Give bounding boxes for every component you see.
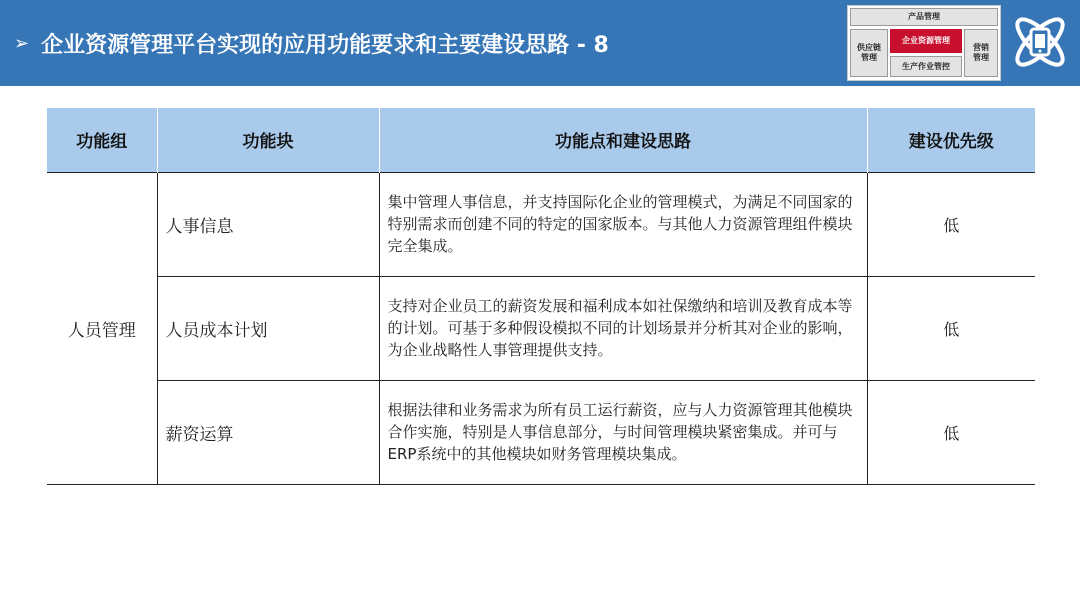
module-product: 产品管理 xyxy=(850,8,998,26)
table-row xyxy=(47,380,1035,484)
function-group-cell: 人员管理 xyxy=(47,172,157,484)
atom-phone-icon xyxy=(1006,8,1074,76)
header-bar xyxy=(0,0,1080,86)
priority-cell: 低 xyxy=(867,276,1035,380)
header-function-points: 功能点和建设思路 xyxy=(379,108,867,172)
function-block-cell: 薪资运算 xyxy=(157,380,379,484)
function-desc-cell: 支持对企业员工的薪资发展和福利成本如社保缴纳和培训及教育成本等的计划。可基于多种假设模拟不同的计划场景并分析其对企业的影响，为企业战略性人事管理提供支持。 xyxy=(379,276,867,380)
table-row xyxy=(47,276,1035,380)
header-priority: 建设优先级 xyxy=(867,108,1035,172)
page-title-text: 企业资源管理平台实现的应用功能要求和主要建设思路 - 8 xyxy=(41,32,609,58)
header-function-group: 功能组 xyxy=(47,108,157,172)
header-function-block: 功能块 xyxy=(157,108,379,172)
table-header-row xyxy=(47,108,1035,172)
module-supply-chain: 供应链管理 xyxy=(850,29,888,77)
module-map-diagram xyxy=(847,5,1001,81)
priority-cell: 低 xyxy=(867,380,1035,484)
priority-cell: 低 xyxy=(867,172,1035,276)
module-production: 生产作业管控 xyxy=(890,56,962,77)
function-desc-cell: 根据法律和业务需求为所有员工运行薪资，应与人力资源管理其他模块合作实施，特别是人事信息部分，与时间管理模块紧密集成。并可与ERP系统中的其他模块如财务管理模块集成。 xyxy=(379,380,867,484)
function-block-cell: 人事信息 xyxy=(157,172,379,276)
module-erp: 企业资源管理 xyxy=(890,29,962,53)
arrow-bullet-icon: ➢ xyxy=(14,32,30,54)
function-block-cell: 人员成本计划 xyxy=(157,276,379,380)
function-desc-cell: 集中管理人事信息，并支持国际化企业的管理模式，为满足不同国家的特别需求而创建不同的特定的国家版本。与其他人力资源管理组件模块完全集成。 xyxy=(379,172,867,276)
table-row xyxy=(47,172,1035,276)
function-table xyxy=(47,108,1035,485)
page-title xyxy=(14,26,609,60)
module-marketing: 营销管理 xyxy=(964,29,998,77)
